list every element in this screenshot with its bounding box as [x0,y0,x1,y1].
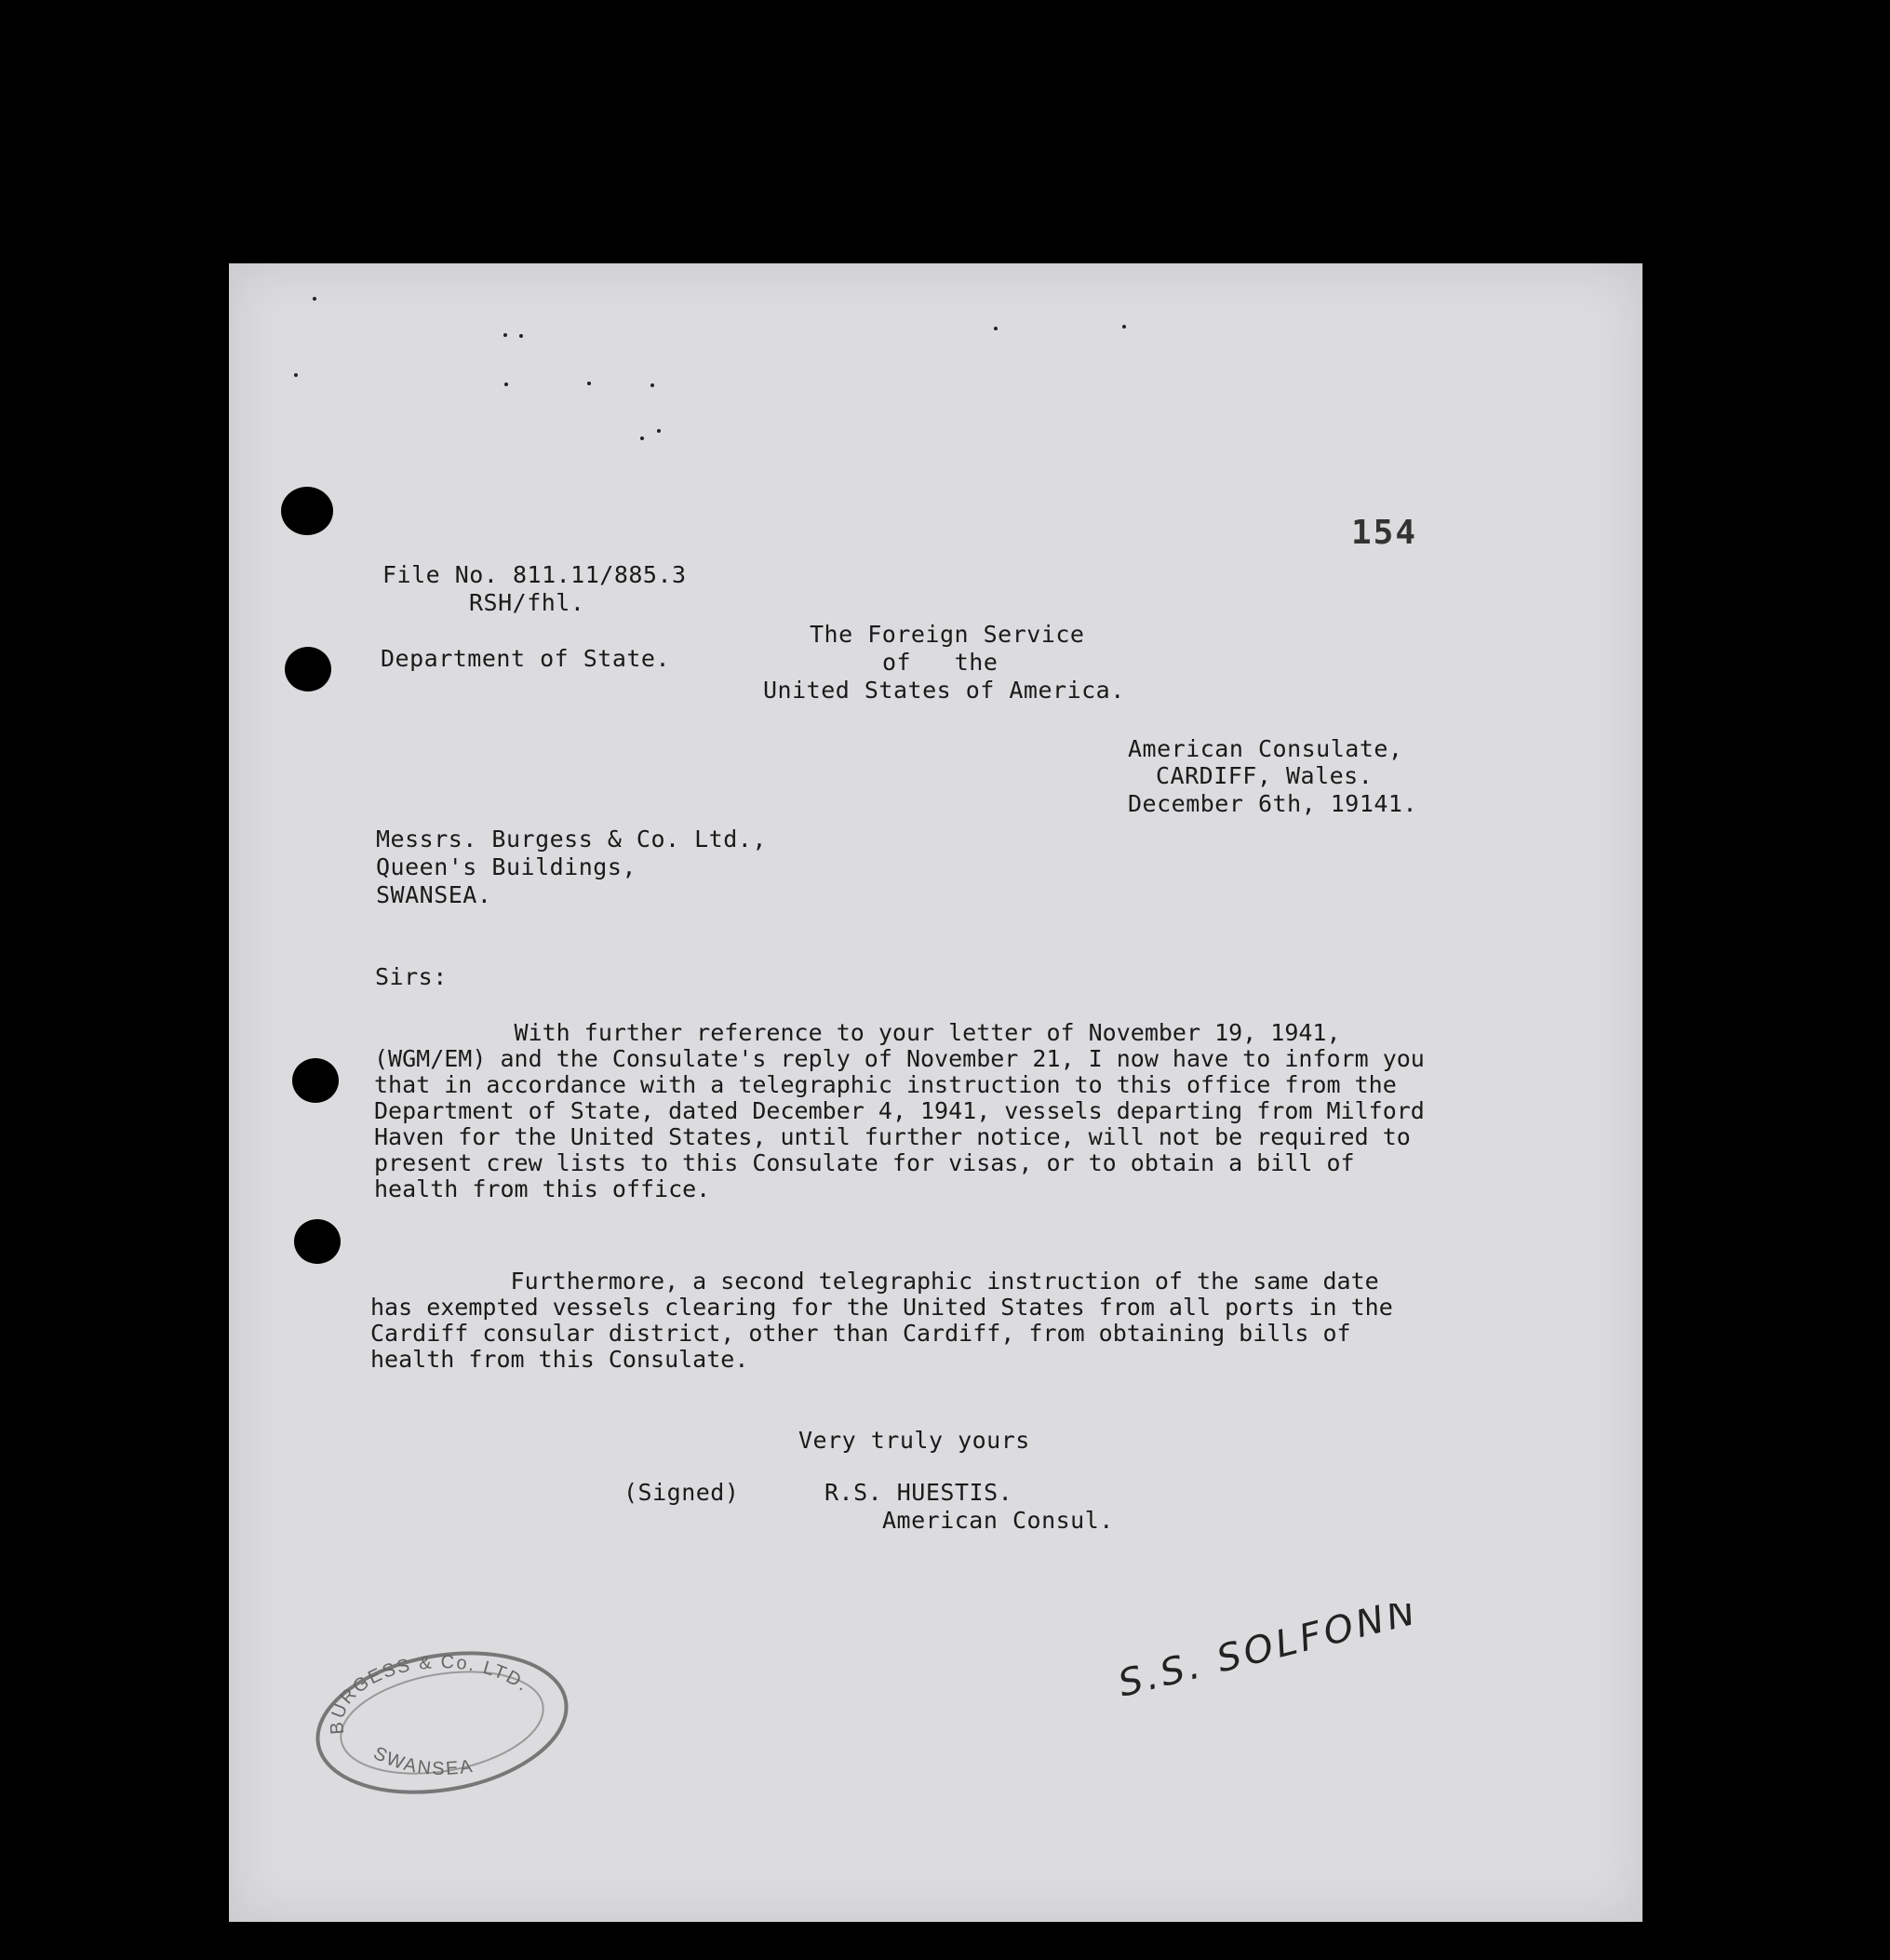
signer-name: R.S. HUESTIS. [824,1479,1013,1506]
sender-address-line: December 6th, 19141. [1128,790,1418,817]
paragraph-line: health from this office. [374,1175,711,1202]
punch-hole [294,1219,341,1264]
page-number: 154 [1351,514,1418,552]
letterhead-line: The Foreign Service [810,621,1085,648]
document-sheet [229,263,1642,1922]
dust-speck [294,373,298,377]
paragraph-line: that in accordance with a telegraphic instruction to this office from the [374,1071,1397,1098]
signer-title: American Consul. [882,1507,1114,1534]
dust-speck [504,383,508,386]
dust-speck [587,382,591,385]
punch-hole [292,1058,339,1103]
punch-hole [285,647,331,691]
svg-text:SWANSEA: SWANSEA [369,1742,476,1779]
dust-speck [657,429,661,433]
addressee-line: SWANSEA. [376,881,492,908]
dust-speck [519,334,523,338]
paragraph-line: (WGM/EM) and the Consulate's reply of November 21, I now have to inform you [374,1045,1425,1072]
dust-speck [650,383,654,387]
stamp-graphic [307,1641,577,1799]
addressee-line: Messrs. Burgess & Co. Ltd., [376,826,767,852]
signed-label: (Signed) [623,1479,740,1506]
file-reference: RSH/fhl. [469,589,585,616]
dust-speck [994,327,998,330]
paragraph-line: Haven for the United States, until further notice, will not be required to [374,1123,1411,1150]
addressee-line: Queen's Buildings, [376,853,637,880]
paragraph-line: present crew lists to this Consulate for visas, or to obtain a bill of [374,1149,1355,1176]
letterhead-line: United States of America. [763,677,1125,704]
file-number: File No. 811.11/885.3 [382,561,687,588]
paragraph-line: Furthermore, a second telegraphic instruction of the same date [370,1268,1379,1295]
paragraph-line: Cardiff consular district, other than Cardiff, from obtaining bills of [370,1320,1351,1347]
handwritten-note [1113,1604,1467,1725]
letterhead-line: of the [882,649,999,676]
paragraph-line: has exempted vessels clearing for the United States from all ports in the [370,1294,1393,1321]
paragraph-line: With further reference to your letter of November 19, 1941, [374,1019,1341,1046]
recipient-department: Department of State. [381,645,671,672]
dust-speck [503,333,507,337]
dust-speck [1122,325,1126,329]
closing: Very truly yours [798,1427,1030,1454]
company-stamp [307,1641,577,1799]
dust-speck [313,297,316,301]
paragraph-line: Department of State, dated December 4, 1941, vessels departing from Milford [374,1097,1425,1124]
body-paragraph [374,1020,1425,1202]
sender-address-line: CARDIFF, Wales. [1156,762,1374,789]
handwriting-graphic [1113,1604,1467,1725]
svg-text:S.S. SOLFONN: S.S. SOLFONN [1114,1604,1424,1706]
dust-speck [640,436,644,440]
paragraph-line: health from this Consulate. [370,1346,749,1373]
body-paragraph [370,1269,1393,1373]
svg-text:BURGESS & Co. LTD.: BURGESS & Co. LTD. [327,1652,534,1736]
sender-address-line: American Consulate, [1128,735,1403,762]
salutation: Sirs: [375,963,448,990]
punch-hole [281,487,333,535]
